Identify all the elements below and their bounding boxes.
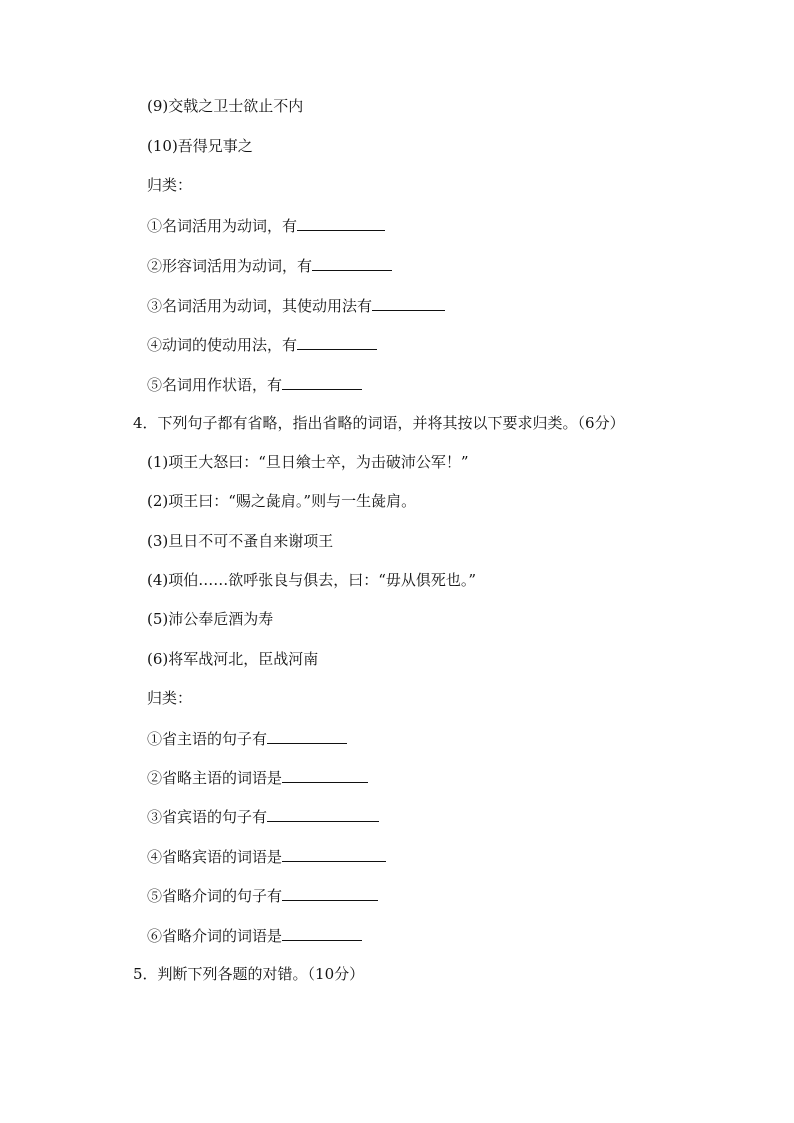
answer-blank[interactable] — [372, 295, 445, 311]
sentence-6: (6)将军战河北，臣战河南 — [147, 650, 319, 668]
category-row — [147, 806, 379, 827]
answer-blank[interactable] — [282, 925, 362, 941]
category-row — [147, 767, 368, 788]
category-row — [147, 334, 377, 355]
sentence-5: (5)沛公奉卮酒为寿 — [147, 610, 274, 628]
category-label: ③名词活用为动词，其使动用法有 — [147, 297, 373, 315]
category-label: ②形容词活用为动词，有 — [147, 257, 313, 275]
category-label: ①名词活用为动词，有 — [147, 217, 298, 235]
category-row — [147, 885, 378, 906]
answer-blank[interactable] — [282, 846, 386, 862]
category-row — [147, 925, 362, 946]
answer-blank[interactable] — [267, 728, 347, 744]
sentence-9: (9)交戟之卫士欲止不内 — [147, 97, 304, 115]
category-label: ⑤名词用作状语，有 — [147, 376, 283, 394]
answer-blank[interactable] — [267, 806, 379, 822]
sentence-1: (1)项王大怒曰：“旦日飨士卒，为击破沛公军！” — [147, 453, 469, 471]
classify-label: 归类： — [147, 689, 193, 707]
category-row — [147, 374, 362, 395]
category-row — [147, 215, 385, 236]
category-row — [147, 846, 386, 867]
answer-blank[interactable] — [312, 255, 392, 271]
sentence-2: (2)项王曰：“赐之彘肩。”则与一生彘肩。 — [147, 492, 417, 510]
answer-blank[interactable] — [297, 215, 385, 231]
category-label: ④省略宾语的词语是 — [147, 848, 283, 866]
sentence-10: (10)吾得兄事之 — [147, 137, 253, 155]
category-row — [147, 255, 392, 276]
category-label: ⑤省略介词的句子有 — [147, 887, 283, 905]
sentence-4: (4)项伯……欲呼张良与俱去，曰：“毋从俱死也。” — [147, 571, 477, 589]
answer-blank[interactable] — [282, 374, 362, 390]
answer-blank[interactable] — [297, 334, 377, 350]
question-5-title: 5．判断下列各题的对错。（10分） — [133, 965, 365, 983]
sentence-3: (3)旦日不可不蚤自来谢项王 — [147, 532, 334, 550]
category-label: ①省主语的句子有 — [147, 730, 268, 748]
category-label: ②省略主语的词语是 — [147, 769, 283, 787]
category-label: ⑥省略介词的词语是 — [147, 927, 283, 945]
category-label: ④动词的使动用法，有 — [147, 336, 298, 354]
question-4-title: 4．下列句子都有省略，指出省略的词语，并将其按以下要求归类。（6分） — [133, 414, 625, 432]
answer-blank[interactable] — [282, 885, 378, 901]
category-row — [147, 728, 347, 749]
classify-label: 归类： — [147, 176, 193, 194]
category-row — [147, 295, 445, 316]
category-label: ③省宾语的句子有 — [147, 808, 268, 826]
answer-blank[interactable] — [282, 767, 368, 783]
